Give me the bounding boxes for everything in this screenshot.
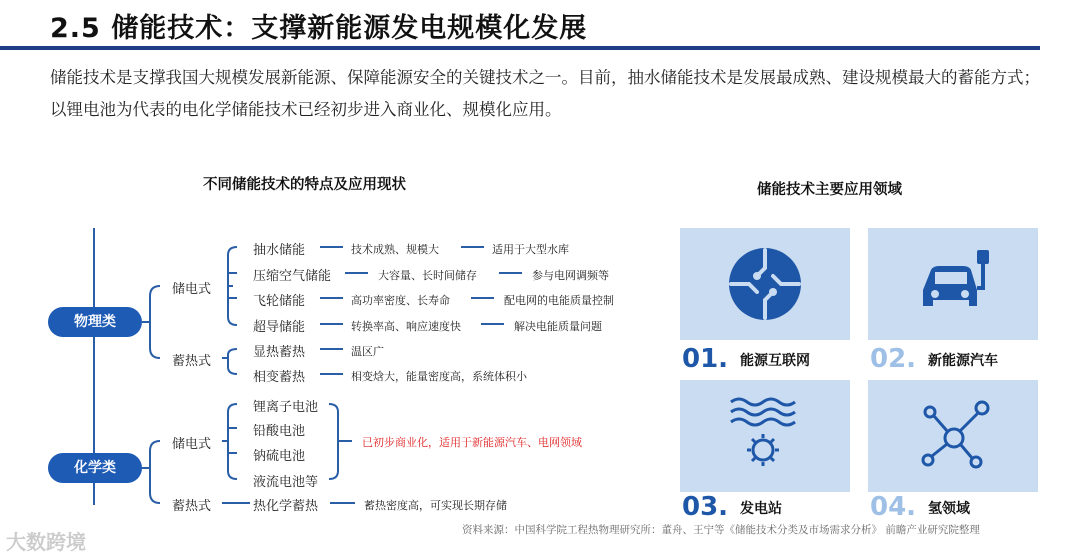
card-label: 发电站 [740, 501, 782, 517]
physical-heat-bracket [228, 349, 237, 374]
tech-feature: 转换率高、响应速度快 [351, 320, 461, 333]
intro-paragraph: 储能技术是支撑我国大规模发展新能源、保障能源安全的关键技术之一。目前，抽水储能技术是发展最成熟、建设规模最大的蓄能方式；以锂电池为代表的电化学储能技术已经初步进入商业化、规模化应用。 [50, 68, 1040, 119]
tech-name: 相变蓄热 [253, 370, 306, 385]
tech-application: 参与电网调频等 [532, 269, 609, 282]
battery-right-bracket [329, 404, 338, 479]
tech-application: 配电网的电能质量控制 [504, 294, 614, 307]
tech-name: 热化学蓄热 [253, 499, 319, 514]
tech-name: 超导储能 [253, 320, 306, 335]
tech-feature: 大容量、长时间储存 [378, 269, 477, 282]
card-number: 02. [870, 344, 917, 374]
physical-storage-label: 储电式 [172, 282, 212, 297]
watermark-logo: 大数跨境 [6, 530, 86, 554]
molecule-icon [918, 398, 994, 474]
application-card-hydrogen [868, 380, 1038, 492]
card-number: 04. [870, 492, 917, 522]
right-panel-title: 储能技术主要应用领域 [757, 182, 902, 198]
tech-feature: 相变焓大，能量密度高，系统体积小 [351, 370, 527, 383]
card-label: 能源互联网 [740, 353, 810, 369]
chemical-storage-bracket [228, 404, 237, 479]
tech-feature: 技术成熟、规模大 [351, 243, 439, 256]
tech-feature: 高功率密度、长寿命 [351, 294, 450, 307]
chemical-heat-label: 蓄热式 [172, 499, 212, 514]
battery-item: 液流电池等 [253, 475, 319, 490]
tech-name: 飞轮储能 [253, 294, 306, 309]
tech-name: 显热蓄热 [253, 345, 306, 360]
left-panel-title: 不同储能技术的特点及应用现状 [203, 177, 406, 193]
application-card-power-station [680, 380, 850, 492]
tech-feature: 温区广 [351, 345, 384, 358]
card-number: 01. [682, 344, 729, 374]
application-card-nev [868, 228, 1038, 340]
physical-bracket [150, 286, 160, 358]
card-label: 氢领域 [928, 501, 970, 517]
tech-application: 适用于大型水库 [492, 243, 569, 256]
card-number: 03. [682, 492, 729, 522]
battery-item: 锂离子电池 [253, 400, 319, 415]
page-title: 2.5 储能技术：支撑新能源发电规模化发展 [50, 13, 588, 44]
application-card-energy-internet [680, 228, 850, 340]
tech-feature: 蓄热密度高，可实现长期存储 [364, 499, 507, 512]
chemical-category-pill: 化学类 [48, 453, 142, 483]
source-note: 资料来源：中国科学院工程热物理研究所：董舟、王宁等《储能技术分类及市场需求分析》 前瞻产业研究院整理 [462, 524, 980, 536]
physical-category-pill: 物理类 [48, 307, 142, 337]
chemical-storage-label: 储电式 [172, 437, 212, 452]
hydro-gear-icon [727, 394, 803, 474]
electric-car-icon [913, 244, 993, 324]
network-hub-icon [727, 246, 803, 322]
battery-item: 钠硫电池 [253, 449, 306, 464]
tech-name: 抽水储能 [253, 243, 306, 258]
commercialization-status: 已初步商业化，适用于新能源汽车、电网领域 [362, 436, 582, 449]
tech-application: 解决电能质量问题 [514, 320, 602, 333]
card-label: 新能源汽车 [928, 353, 998, 369]
physical-heat-label: 蓄热式 [172, 354, 212, 369]
tech-name: 压缩空气储能 [253, 269, 332, 284]
battery-item: 铅酸电池 [253, 424, 306, 439]
chemical-bracket [150, 441, 160, 503]
